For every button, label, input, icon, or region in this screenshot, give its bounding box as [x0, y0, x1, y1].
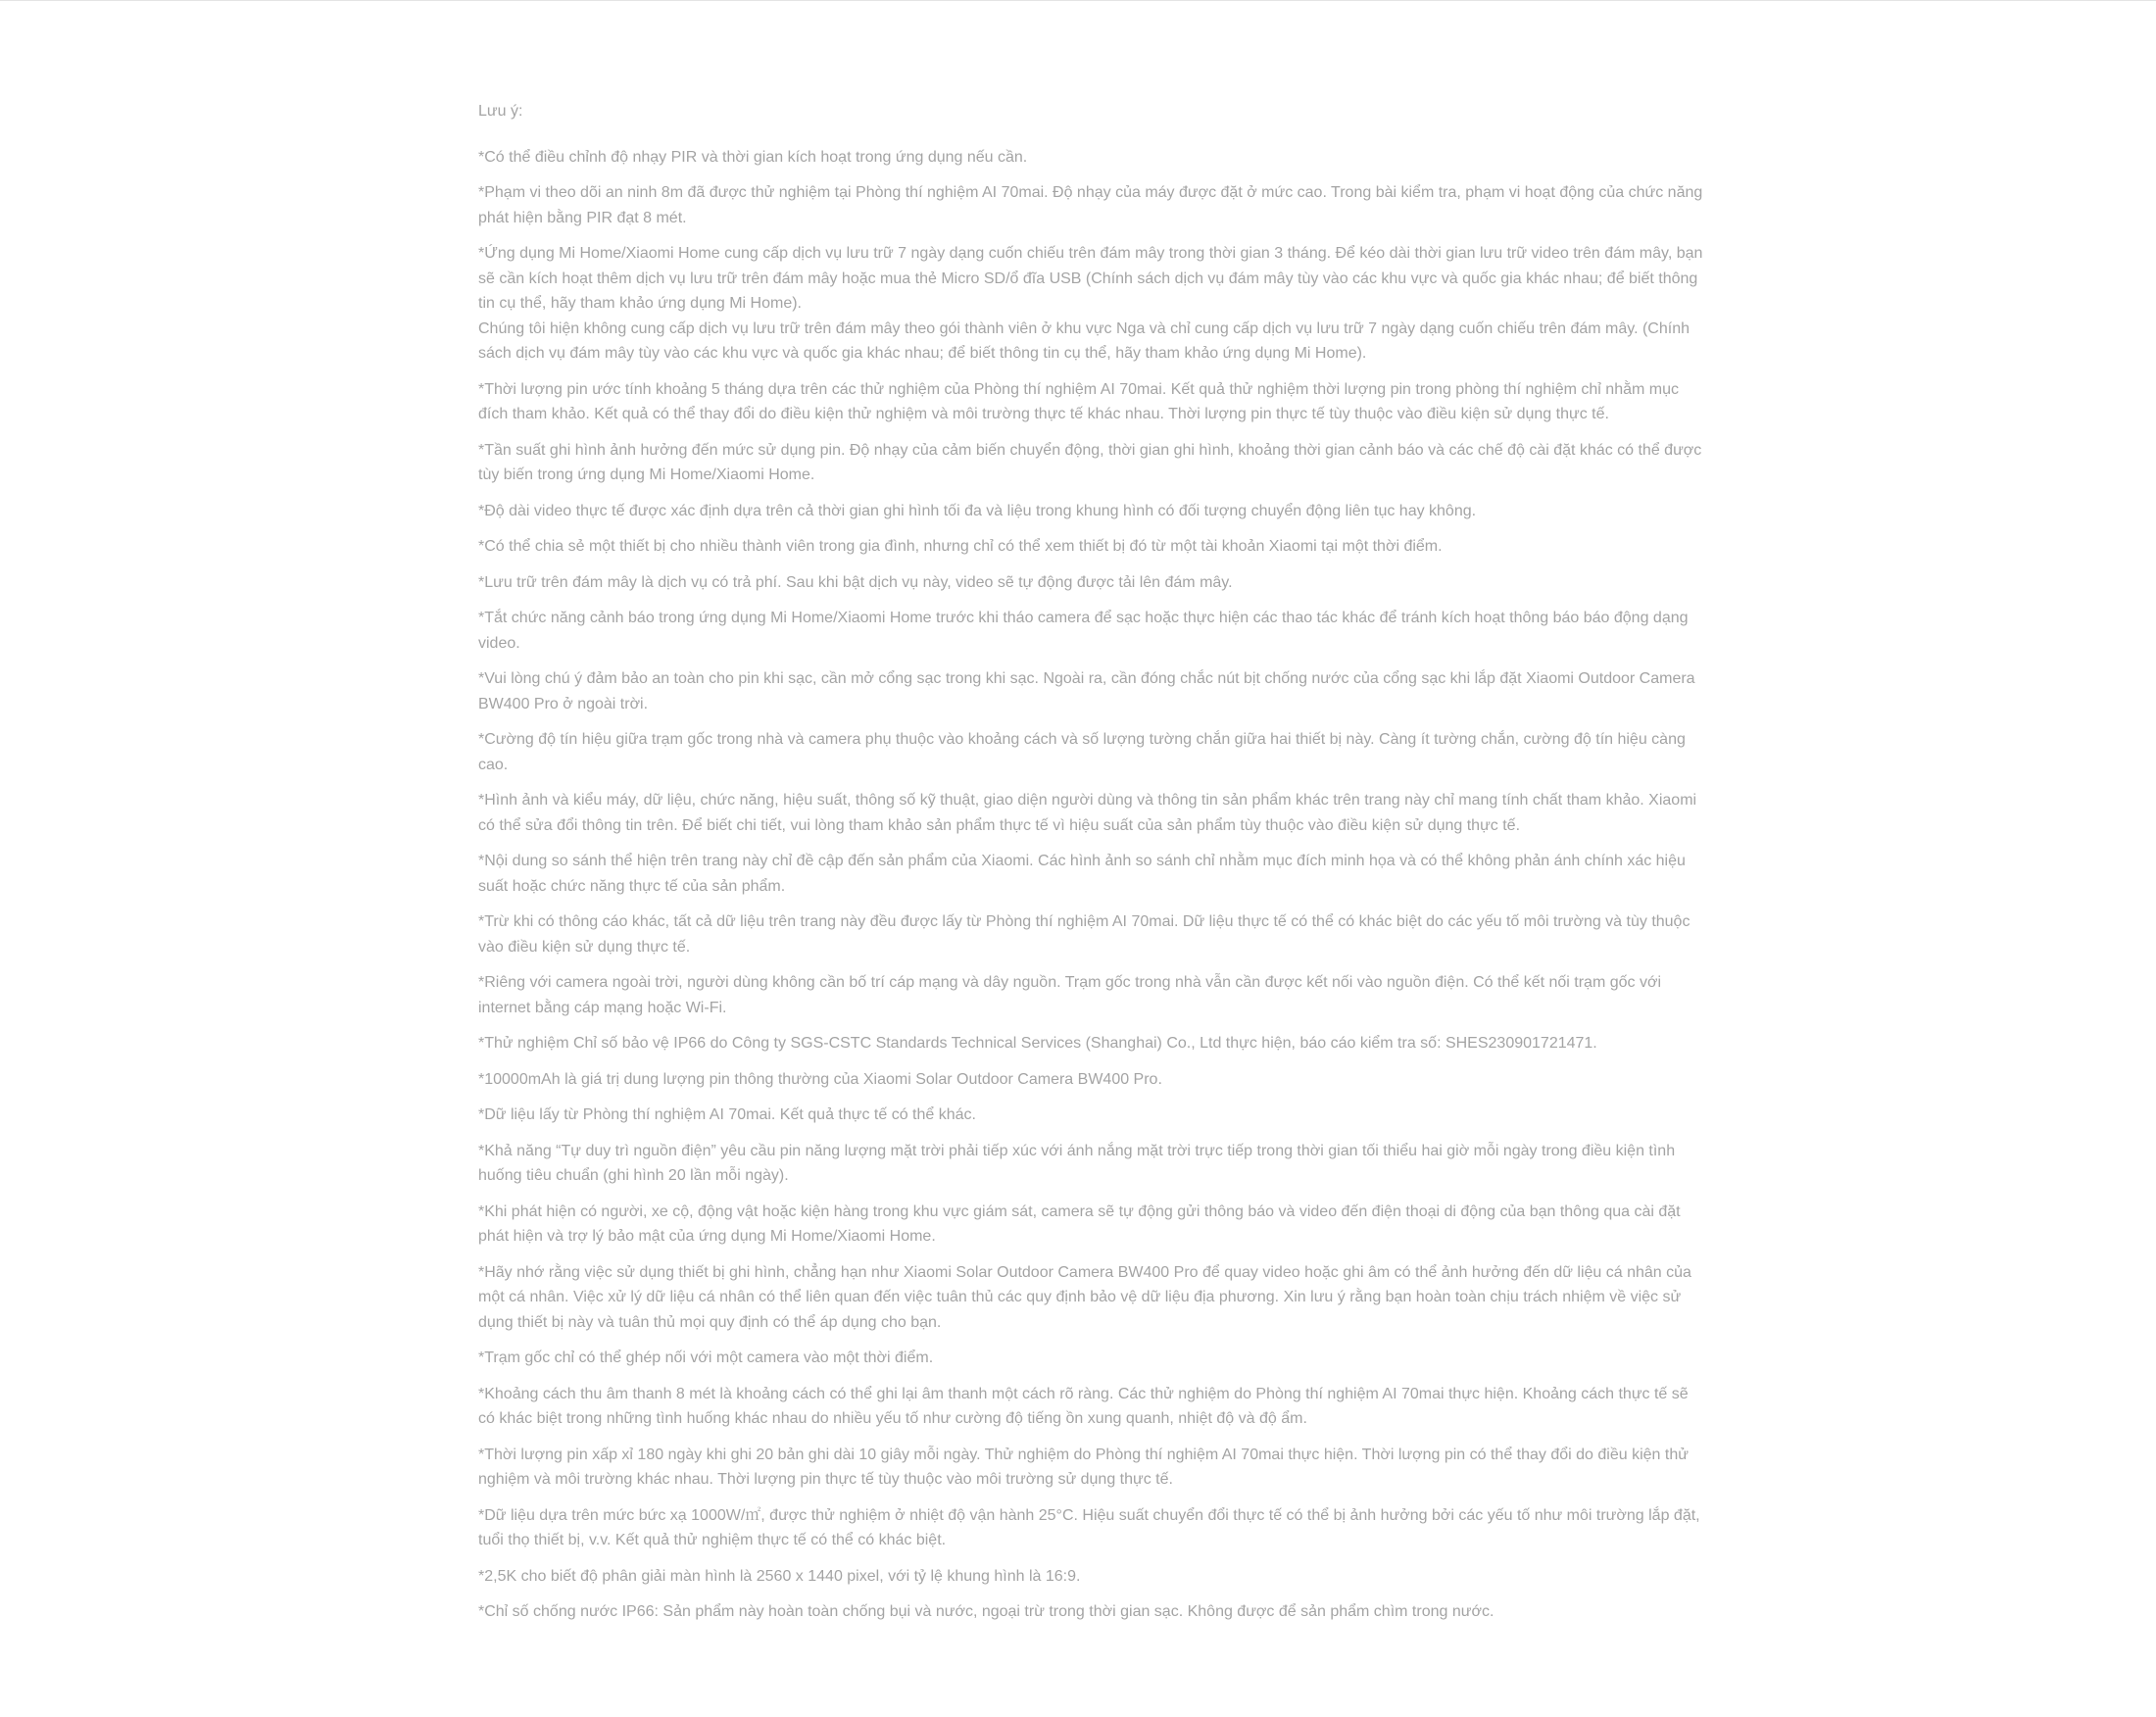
note-item: *Hãy nhớ rằng việc sử dụng thiết bị ghi hình, chẳng hạn như Xiaomi Solar Outdoor Camera BW400 Pro để quay video hoặc ghi âm có thể ảnh hưởng đến dữ liệu cá nhân của một cá nhân. Việc xử lý dữ liệu cá nhân có thể liên quan đến việc tuân thủ các quy định bảo vệ dữ liệu địa phương. Xin lưu ý rằng bạn hoàn toàn chịu trách nhiệm về việc sử dụng thiết bị này và tuân thủ mọi quy định có thể áp dụng cho bạn. — [478, 1263, 1691, 1331]
note-item: *Thử nghiệm Chỉ số bảo vệ IP66 do Công ty SGS-CSTC Standards Technical Services (Shanghai) Co., Ltd thực hiện, báo cáo kiểm tra số: SHES230901721471. — [478, 1035, 1597, 1052]
note-item: *Nội dung so sánh thể hiện trên trang này chỉ đề cập đến sản phẩm của Xiaomi. Các hình ảnh so sánh chỉ nhằm mục đích minh họa và có thể không phản ánh chính xác hiệu suất hoặc chức năng thực tế của sản phẩm. — [478, 853, 1686, 895]
note-item: *Cường độ tín hiệu giữa trạm gốc trong nhà và camera phụ thuộc vào khoảng cách và số lượng tường chắn giữa hai thiết bị này. Càng ít tường chắn, cường độ tín hiệu càng cao. — [478, 731, 1686, 773]
note-item: *Dữ liệu dựa trên mức bức xạ 1000W/㎡, được thử nghiệm ở nhiệt độ vận hành 25°C. Hiệu suất chuyển đổi thực tế có thể bị ảnh hưởng bởi các yếu tố như môi trường lắp đặt, tuổi thọ thiết bị, v.v. Kết quả thử nghiệm thực tế có thể có khác biệt. — [478, 1506, 1700, 1548]
note-item: *Tắt chức năng cảnh báo trong ứng dụng Mi Home/Xiaomi Home trước khi tháo camera để sạc hoặc thực hiện các thao tác khác để tránh kích hoạt thông báo báo động dạng video. — [478, 610, 1689, 652]
note-item: *Có thể chia sẻ một thiết bị cho nhiều thành viên trong gia đình, nhưng chỉ có thể xem thiết bị đó từ một tài khoản Xiaomi tại một thời điểm. — [478, 538, 1443, 555]
note-item: *Riêng với camera ngoài trời, người dùng không cần bố trí cáp mạng và dây nguồn. Trạm gốc trong nhà vẫn cần được kết nối vào nguồn điện. Có thể kết nối trạm gốc với internet bằng cáp mạng hoặc Wi-Fi. — [478, 974, 1662, 1016]
note-item: *Tần suất ghi hình ảnh hưởng đến mức sử dụng pin. Độ nhạy của cảm biến chuyển động, thời gian ghi hình, khoảng thời gian cảnh báo và các chế độ cài đặt khác có thể được tùy biến trong ứng dụng Mi Home/Xiaomi Home. — [478, 441, 1702, 483]
note-item: *Độ dài video thực tế được xác định dựa trên cả thời gian ghi hình tối đa và liệu trong khung hình có đối tượng chuyển động liên tục hay không. — [478, 502, 1477, 519]
note-item: *Vui lòng chú ý đảm bảo an toàn cho pin khi sạc, cần mở cổng sạc trong khi sạc. Ngoài ra, cần đóng chắc nút bịt chống nước của cổng sạc khi lắp đặt Xiaomi Outdoor Camera BW400 Pro ở ngoài trời. — [478, 670, 1695, 712]
note-item: *Ứng dụng Mi Home/Xiaomi Home cung cấp dịch vụ lưu trữ 7 ngày dạng cuốn chiếu trên đám mây trong thời gian 3 tháng. Để kéo dài thời gian lưu trữ video trên đám mây, bạn sẽ cần kích hoạt thêm dịch vụ lưu trữ trên đám mây hoặc mua thẻ Micro SD/ổ đĩa USB (Chính sách dịch vụ đám mây tùy vào các khu vực và quốc gia khác nhau; để biết thông tin cụ thể, hãy tham khảo ứng dụng Mi Home). — [478, 245, 1703, 312]
note-item: *Phạm vi theo dõi an ninh 8m đã được thử nghiệm tại Phòng thí nghiệm AI 70mai. Độ nhạy của máy được đặt ở mức cao. Trong bài kiểm tra, phạm vi hoạt động của chức năng phát hiện bằng PIR đạt 8 mét. — [478, 184, 1703, 226]
notes-title: Lưu ý: — [478, 103, 523, 120]
note-item: *2,5K cho biết độ phân giải màn hình là 2560 x 1440 pixel, với tỷ lệ khung hình là 16:9. — [478, 1567, 1081, 1585]
note-item: *Thời lượng pin xấp xỉ 180 ngày khi ghi 20 bản ghi dài 10 giây mỗi ngày. Thử nghiệm do Phòng thí nghiệm AI 70mai thực hiện. Thời lượng pin có thể thay đổi do điều kiện thử nghiệm và môi trường khác nhau. Thời lượng pin thực tế tùy thuộc vào môi trường sử dụng thực tế. — [478, 1446, 1689, 1488]
note-item: *Có thể điều chỉnh độ nhạy PIR và thời gian kích hoạt trong ứng dụng nếu cần. — [478, 148, 1028, 166]
note-item: *Khi phát hiện có người, xe cộ, động vật hoặc kiện hàng trong khu vực giám sát, camera sẽ tự động gửi thông báo và video đến điện thoại di động của bạn thông qua cài đặt phát hiện và trợ lý bảo mật của ứng dụng Mi Home/Xiaomi Home. — [478, 1202, 1681, 1245]
note-item: *Thời lượng pin ước tính khoảng 5 tháng dựa trên các thử nghiệm của Phòng thí nghiệm AI 70mai. Kết quả thử nghiệm thời lượng pin trong phòng thí nghiệm chỉ nhằm mục đích tham khảo. Kết quả có thể thay đổi do điều kiện thử nghiệm và môi trường thực tế khác nhau. Thời lượng pin thực tế tùy thuộc vào điều kiện sử dụng thực tế. — [478, 380, 1679, 422]
note-item: *Dữ liệu lấy từ Phòng thí nghiệm AI 70mai. Kết quả thực tế có thể khác. — [478, 1106, 976, 1123]
note-item: *Khả năng “Tự duy trì nguồn điện” yêu cầu pin năng lượng mặt trời phải tiếp xúc với ánh nắng mặt trời trực tiếp trong thời gian tối thiểu hai giờ mỗi ngày trong điều kiện tình huống tiêu chuẩn (ghi hình 20 lần mỗi ngày). — [478, 1142, 1676, 1184]
note-item: *Khoảng cách thu âm thanh 8 mét là khoảng cách có thể ghi lại âm thanh một cách rõ ràng. Các thử nghiệm do Phòng thí nghiệm AI 70mai thực hiện. Khoảng cách thực tế sẽ có khác biệt trong những tình huống khác nhau do nhiều yếu tố như cường độ tiếng ồn xung quanh, nhiệt độ và độ ẩm. — [478, 1385, 1689, 1427]
note-item: *Lưu trữ trên đám mây là dịch vụ có trả phí. Sau khi bật dịch vụ này, video sẽ tự động được tải lên đám mây. — [478, 573, 1233, 591]
note-item: *Hình ảnh và kiểu máy, dữ liệu, chức năng, hiệu suất, thông số kỹ thuật, giao diện người dùng và thông tin sản phẩm khác trên trang này chỉ mang tính chất tham khảo. Xiaomi có thể sửa đổi thông tin trên. Để biết chi tiết, vui lòng tham khảo sản phẩm thực tế vì hiệu suất của sản phẩm tùy thuộc vào điều kiện sử dụng thực tế. — [478, 792, 1697, 834]
top-divider — [0, 0, 2156, 1]
note-item: *Chỉ số chống nước IP66: Sản phẩm này hoàn toàn chống bụi và nước, ngoại trừ trong thời gian sạc. Không được để sản phẩm chìm trong nước. — [478, 1603, 1494, 1620]
note-item: *10000mAh là giá trị dung lượng pin thông thường của Xiaomi Solar Outdoor Camera BW400 Pro. — [478, 1070, 1162, 1088]
note-item: Chúng tôi hiện không cung cấp dịch vụ lưu trữ trên đám mây theo gói thành viên ở khu vực Nga và chỉ cung cấp dịch vụ lưu trữ 7 ngày dạng cuốn chiếu trên đám mây. (Chính sách dịch vụ đám mây tùy vào các khu vực và quốc gia khác nhau; để biết thông tin cụ thể, hãy tham khảo ứng dụng Mi Home). — [478, 319, 1690, 362]
notes-section — [478, 99, 1706, 1636]
note-item: *Trạm gốc chỉ có thể ghép nối với một camera vào một thời điểm. — [478, 1349, 934, 1366]
note-item: *Trừ khi có thông cáo khác, tất cả dữ liệu trên trang này đều được lấy từ Phòng thí nghiệm AI 70mai. Dữ liệu thực tế có thể có khác biệt do các yếu tố môi trường và tùy thuộc vào điều kiện sử dụng thực tế. — [478, 913, 1690, 956]
